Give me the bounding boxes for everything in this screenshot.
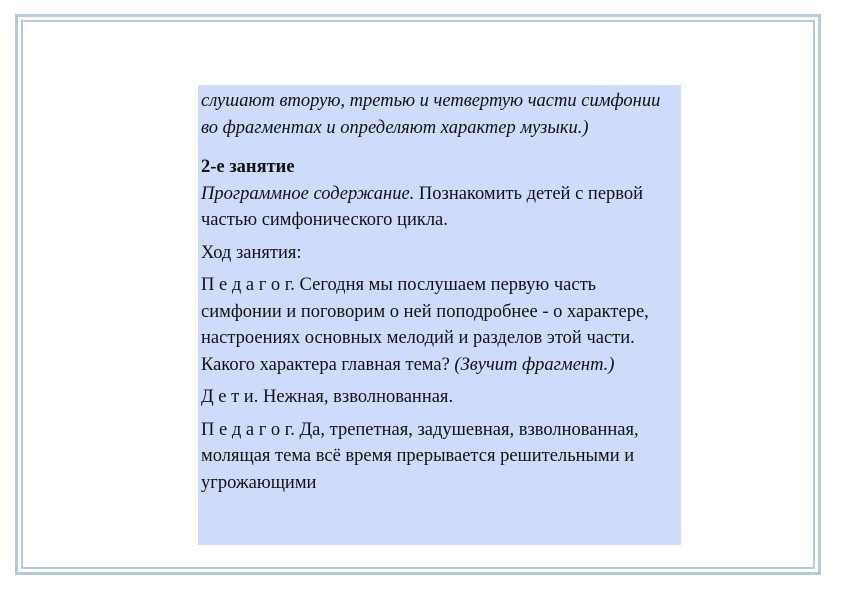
- text-content-box: [198, 85, 681, 545]
- children-speaker: Д е т и.: [201, 387, 259, 407]
- course-label: Ход занятия:: [201, 242, 302, 263]
- children-text: Нежная, взволнованная.: [258, 387, 454, 407]
- children-paragraph: [201, 384, 677, 411]
- teacher-paragraph-1: [201, 272, 677, 378]
- teacher-speaker-2: П е д а г о г.: [201, 419, 295, 440]
- lesson-heading: 2-е занятие: [201, 157, 295, 177]
- teacher-speaker-1: П е д а г о г.: [201, 275, 295, 295]
- teacher-remark-1: (Звучит фрагмент.): [454, 354, 615, 375]
- intro-paragraph: слушают вторую, третью и четвертую части симфонии во фрагментах и определяют характер музыки.): [201, 91, 661, 138]
- program-label: Программное содержание.: [201, 183, 415, 204]
- lesson-block: [201, 154, 677, 234]
- teacher-text-1: Сегодня мы послушаем первую часть симфонии и поговорим о ней поподробнее - о характере, настроениях основных мелодий и разделов этой части. Какого характера главная тема?: [201, 275, 649, 375]
- program-text: Познакомить детей с первой частью симфонического цикла.: [201, 183, 644, 230]
- teacher-text-2: Да, трепетная, задушевная, взволнованная, молящая тема всё время прерывается решительными и угрожающими: [201, 419, 639, 493]
- teacher-paragraph-2: [201, 417, 677, 497]
